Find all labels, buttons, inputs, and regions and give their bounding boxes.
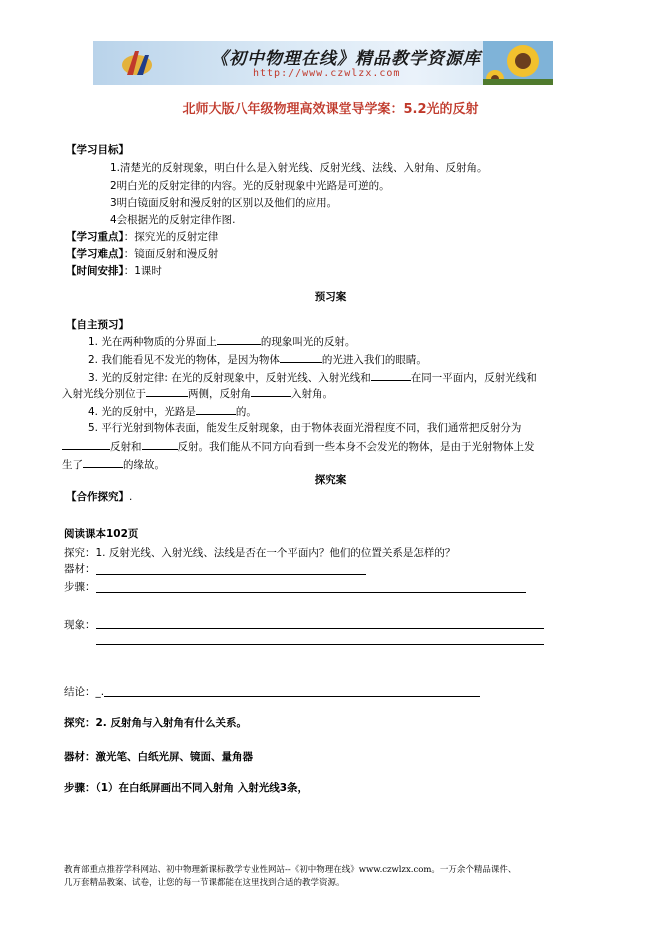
answer-blank[interactable] [142, 439, 178, 450]
preview-question-3: 3. 光的反射定律: 在光的反射现象中，反射光线、入射光线和 在同一平面内，反射光线和 [88, 372, 537, 384]
explore-heading: 探究案 [314, 474, 347, 486]
footer-line: 教育部重点推荐学科网站、初中物理新课标教学专业性网站--《初中物理在线》www.czwlzx.com。一万余个精品课件、 [64, 865, 517, 875]
inquiry-2-question: 探究：2. 反射角与入射角有什么关系。 [64, 717, 247, 729]
key-point [66, 230, 218, 244]
objective-item: 2明白光的反射定律的内容。光的反射现象中光路是可逆的。 [110, 180, 390, 192]
preview-question-4: 4. 光的反射中，光路是 的。 [88, 406, 257, 418]
answer-blank[interactable] [196, 404, 236, 415]
answer-blank[interactable] [217, 334, 261, 345]
header-banner [93, 41, 553, 85]
objective-item: 3明白镜面反射和漫反射的区别以及他们的应用。 [110, 197, 338, 209]
answer-blank[interactable] [146, 386, 188, 397]
self-study-heading: 【自主预习】 [66, 319, 129, 331]
key-point-label: 【学习重点】 [66, 231, 124, 243]
phenomenon-label: 现象： [64, 619, 96, 631]
steps-answer-line[interactable] [96, 592, 526, 593]
preview-question-1: 1. 光在两种物质的分界面上 的现象叫光的反射。 [88, 336, 356, 348]
time-arrangement [66, 264, 162, 278]
answer-blank[interactable] [371, 370, 411, 381]
difficulty [66, 247, 218, 261]
banner-title: 《初中物理在线》精品教学资源库 [211, 49, 481, 69]
objective-item: 1.清楚光的反射现象，明白什么是入射光线、反射光线、法线、入射角、反射角。 [110, 162, 488, 174]
answer-blank[interactable] [62, 439, 110, 450]
preview-question-5: 5. 平行光射到物体表面，能发生反射现象，由于物体表面光滑程度不同，我们通常把反射分为 [88, 422, 522, 434]
time-text: ：1课时 [123, 265, 162, 277]
phenomenon-answer-line[interactable] [96, 628, 544, 629]
reading-note: 阅读课本102页 [64, 528, 139, 540]
banner-url[interactable]: http://www.czwlzx.com [253, 68, 401, 79]
time-label: 【时间安排】 [66, 265, 124, 277]
preview-question-5-cont: 反射和 反射。我们能从不同方向看到一些本身不会发光的物体，是由于光射物体上发 [62, 439, 535, 454]
answer-blank[interactable] [83, 457, 123, 468]
difficulty-label: 【学习难点】 [66, 248, 124, 260]
cooperation-heading: 【合作探究】. [66, 491, 133, 503]
equipment-answer-line[interactable] [96, 574, 366, 575]
conclusion-label: 结论：_. [64, 686, 105, 698]
site-logo-icon [119, 47, 159, 79]
answer-blank[interactable] [280, 352, 322, 363]
sunflower-icon [483, 41, 553, 85]
document-title: 北师大版八年级物理高效课堂导学案：5.2光的反射 [182, 102, 479, 117]
key-point-text: ：探究光的反射定律 [123, 231, 219, 243]
preview-heading: 预习案 [314, 291, 347, 303]
objectives-heading: 【学习目标】 [66, 144, 129, 156]
equipment-label: 器材： [64, 563, 96, 575]
page-footer [64, 864, 604, 890]
difficulty-text: ：镜面反射和漫反射 [123, 248, 219, 260]
phenomenon-answer-line[interactable] [96, 644, 544, 645]
answer-blank[interactable] [251, 386, 291, 397]
preview-question-2: 2. 我们能看见不发光的物体，是因为物体 的光进入我们的眼睛。 [88, 354, 427, 366]
objective-item: 4会根据光的反射定律作图. [110, 214, 236, 226]
preview-question-3-cont: 入射光线分别位于 两侧，反射角 入射角。 [62, 388, 333, 400]
inquiry-2-steps: 步骤：（1）在白纸屏画出不同入射角 入射光线3条， [64, 782, 309, 794]
footer-line: 几万套精品教案、试卷，让您的每一节课都能在这里找到合适的教学资源。 [64, 878, 345, 888]
steps-label: 步骤： [64, 581, 96, 593]
inquiry-2-equipment: 器材：激光笔、白纸光屏、镜面、量角器 [64, 751, 253, 763]
conclusion-answer-line[interactable] [104, 696, 480, 697]
inquiry-1-question: 探究：1. 反射光线、入射光线、法线是否在一个平面内？他们的位置关系是怎样的？ [64, 547, 456, 559]
preview-question-5-end: 生了 的缘故。 [62, 459, 165, 471]
